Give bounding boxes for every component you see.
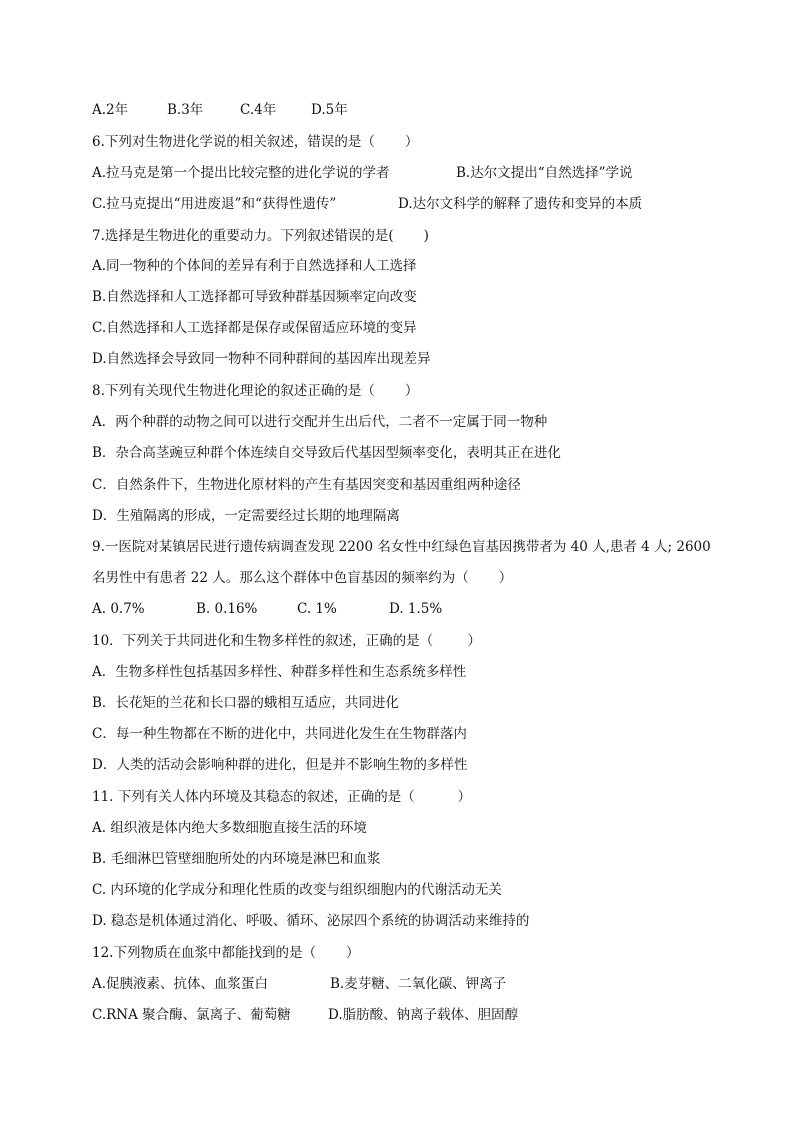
q12-option-d: D.脂肪酸、钠离子载体、胆固醇 xyxy=(328,1007,519,1023)
q6-option-b: B.达尔文提出“自然选择”学说 xyxy=(456,165,633,181)
q7-option-b: B.自然选择和人工选择都可导致种群基因频率定向改变 xyxy=(92,289,417,305)
q6-stem: 6.下列对生物进化学说的相关叙述，错误的是（ ） xyxy=(92,134,419,150)
q7-option-d: D.自然选择会导致同一物种不同种群间的基因库出现差异 xyxy=(92,351,431,367)
q11-option-d: D. 稳态是机体通过消化、呼吸、循环、泌尿四个系统的协调活动来维持的 xyxy=(92,913,530,929)
q8-stem: 8.下列有关现代生物进化理论的叙述正确的是（ ） xyxy=(92,383,419,399)
q7-stem: 7.选择是生物进化的重要动力。下列叙述错误的是( ) xyxy=(92,228,429,244)
q11-stem: 11. 下列有关人体内环境及其稳态的叙述，正确的是（ ） xyxy=(92,789,472,805)
q10-option-b: B．长花矩的兰花和长口器的蛾相互适应，共同进化 xyxy=(92,695,399,711)
q10-option-c: C．每一种生物都在不断的进化中，共同进化发生在生物群落内 xyxy=(92,726,467,742)
q5-option-b: B.3年 xyxy=(167,102,204,118)
q6-option-d: D.达尔文科学的解释了遗传和变异的本质 xyxy=(398,196,643,212)
q9-stem-line1: 9.一医院对某镇居民进行遗传病调查发现 2200 名女性中红绿色盲基因携带者为 40 人,患者 4 人; 2600 xyxy=(92,539,711,555)
q8-option-d: D．生殖隔离的形成，一定需要经过长期的地理隔离 xyxy=(92,508,400,524)
q12-option-a: A.促胰液素、抗体、血浆蛋白 xyxy=(92,976,269,992)
q10-option-d: D．人类的活动会影响种群的进化，但是并不影响生物的多样性 xyxy=(92,757,468,773)
q7-option-a: A.同一物种的个体间的差异有利于自然选择和人工选择 xyxy=(92,258,417,274)
q11-option-a: A. 组织液是体内绝大多数细胞直接生活的环境 xyxy=(92,820,367,836)
q8-option-b: B．杂合高茎豌豆种群个体连续自交导致后代基因型频率变化，表明其正在进化 xyxy=(92,445,561,461)
q10-stem: 10．下列关于共同进化和生物多样性的叙述，正确的是（ ） xyxy=(92,633,482,649)
q6-option-a: A.拉马克是第一个提出比较完整的进化学说的学者 xyxy=(92,165,390,181)
q7-option-c: C.自然选择和人工选择都是保存或保留适应环境的变异 xyxy=(92,320,417,336)
q9-option-b: B. 0.16% xyxy=(196,601,258,617)
q10-option-a: A．生物多样性包括基因多样性、种群多样性和生态系统多样性 xyxy=(92,664,467,680)
q11-option-b: B. 毛细淋巴管壁细胞所处的内环境是淋巴和血浆 xyxy=(92,851,381,867)
q9-option-a: A. 0.7% xyxy=(92,601,145,617)
q6-option-c: C.拉马克提出“用进废退”和“获得性遗传” xyxy=(92,196,337,212)
q9-option-c: C. 1% xyxy=(297,601,337,617)
q12-option-b: B.麦芽糖、二氧化碳、钾离子 xyxy=(330,976,507,992)
q5-option-d: D.5年 xyxy=(311,102,348,118)
q8-option-a: A．两个种群的动物之间可以进行交配并生出后代，二者不一定属于同一物种 xyxy=(92,414,548,430)
q5-option-a: A.2年 xyxy=(92,102,129,118)
q12-options-row2 xyxy=(92,1005,652,1085)
q9-stem-line2: 名男性中有患者 22 人。那么这个群体中色盲基因的频率约为（ ） xyxy=(92,570,513,586)
q5-option-c: C.4年 xyxy=(240,102,277,118)
q11-option-c: C. 内环境的化学成分和理化性质的改变与组织细胞内的代谢活动无关 xyxy=(92,882,502,898)
q12-option-c: C.RNA 聚合酶、氯离子、葡萄糖 xyxy=(92,1007,291,1023)
q8-option-c: C．自然条件下，生物进化原材料的产生有基因突变和基因重组两种途径 xyxy=(92,477,521,493)
q9-option-d: D. 1.5% xyxy=(389,601,443,617)
q12-stem: 12.下列物质在血浆中都能找到的是（ ） xyxy=(92,945,360,961)
